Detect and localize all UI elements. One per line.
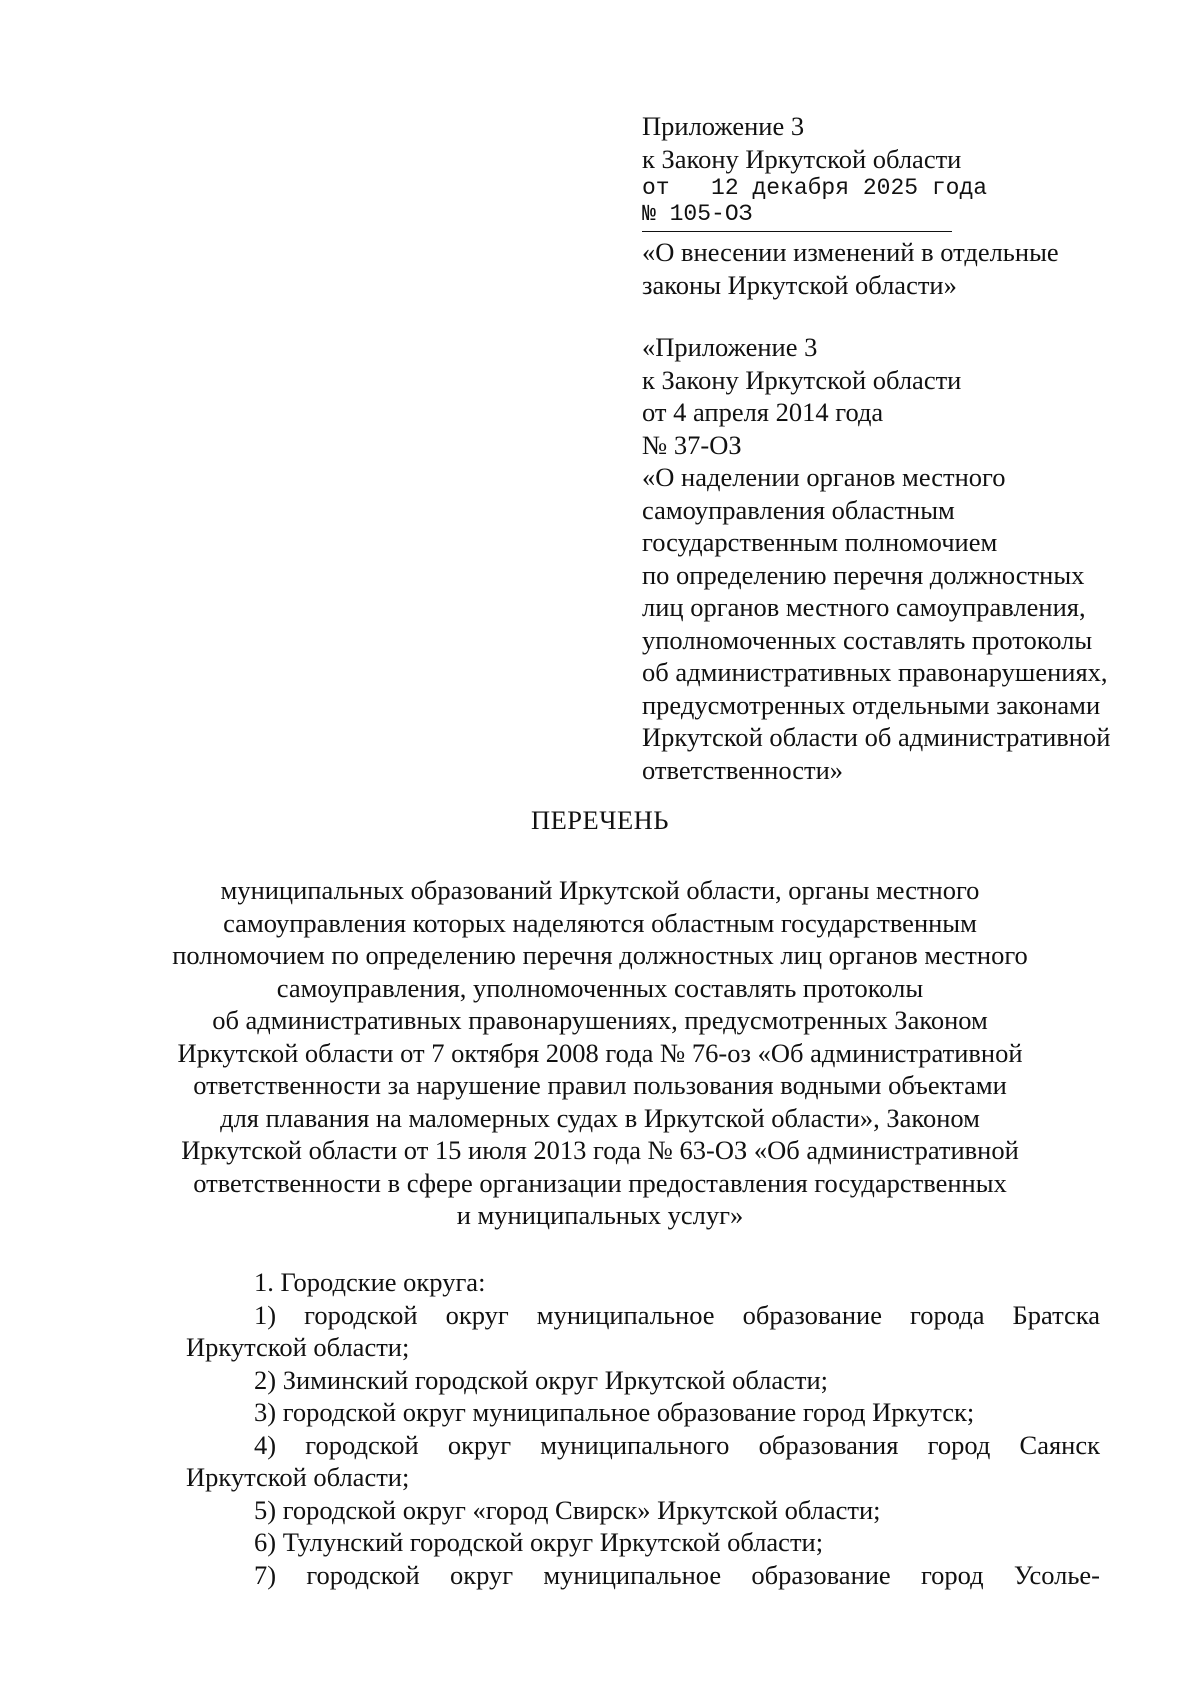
quote-line: Иркутской области об административной bbox=[642, 722, 1111, 752]
header-line: «О внесении изменений в отдельные bbox=[642, 237, 1059, 267]
subtitle-line: ответственности в сфере организации предоставления государственных bbox=[193, 1167, 1007, 1198]
list-item: 1) городской округ муниципальное образование города Братска bbox=[254, 1299, 1100, 1330]
appendix-header bbox=[642, 110, 1162, 786]
subtitle-line: ответственности за нарушение правил пользования водными объектами bbox=[193, 1070, 1007, 1100]
quote-line: от 4 апреля 2014 года bbox=[642, 397, 884, 427]
quote-line: лиц органов местного самоуправления, bbox=[642, 592, 1086, 622]
document-title: ПЕРЕЧЕНЬ bbox=[530, 805, 669, 835]
subtitle-line: самоуправления, уполномоченных составлять протоколы bbox=[276, 972, 924, 1003]
list-item-continuation: Иркутской области; bbox=[186, 1462, 410, 1492]
law-number: № 105-ОЗ bbox=[642, 201, 753, 227]
quote-line: самоуправления областным bbox=[642, 494, 955, 525]
quote-line: к Закону Иркутской области bbox=[642, 364, 962, 395]
quote-line: по определению перечня должностных bbox=[642, 559, 1085, 590]
list-item: 2) Зиминский городской округ Иркутской области; bbox=[254, 1364, 829, 1395]
list-item: 4) городской округ муниципального образования город Саянск bbox=[254, 1429, 1100, 1460]
subtitle-line: и муниципальных услуг» bbox=[456, 1200, 744, 1230]
list-section-heading: 1. Городские округа: bbox=[254, 1267, 486, 1297]
quote-line: ответственности» bbox=[642, 754, 844, 785]
header-rule bbox=[642, 231, 952, 232]
quote-line: об административных правонарушениях, bbox=[642, 657, 1108, 687]
quote-line: № 37-ОЗ bbox=[642, 429, 742, 460]
subtitle-line: полномочием по определению перечня должностных лиц органов местного bbox=[172, 940, 1028, 970]
header-line: Приложение 3 bbox=[642, 111, 805, 141]
subtitle-line: самоуправления которых наделяются областным государственным bbox=[223, 907, 977, 938]
quote-line: уполномоченных составлять протоколы bbox=[642, 624, 1093, 655]
header-line: к Закону Иркутской области bbox=[642, 143, 962, 174]
quote-line: «Приложение 3 bbox=[642, 332, 818, 362]
law-date: от 12 декабря 2025 года bbox=[642, 175, 988, 201]
list-item: 6) Тулунский городской округ Иркутской области; bbox=[254, 1527, 824, 1557]
list-item: 7) городской округ муниципальное образование город Усолье- bbox=[254, 1559, 1100, 1590]
document-subtitle bbox=[150, 874, 1050, 1232]
header-line: законы Иркутской области» bbox=[642, 269, 957, 300]
subtitle-line: муниципальных образований Иркутской области, органы местного bbox=[220, 875, 980, 905]
quote-line: предусмотренных отдельными законами bbox=[642, 689, 1101, 720]
subtitle-line: Иркутской области от 15 июля 2013 года № 63-ОЗ «Об административной bbox=[181, 1135, 1019, 1165]
list-item: 3) городской округ муниципальное образование город Иркутск; bbox=[254, 1397, 975, 1427]
list-item: 5) городской округ «город Свирск» Иркутской области; bbox=[254, 1494, 881, 1525]
subtitle-line: Иркутской области от 7 октября 2008 года № 76-оз «Об административной bbox=[177, 1037, 1023, 1068]
quote-line: «О наделении органов местного bbox=[642, 462, 1006, 492]
municipal-list bbox=[186, 1266, 1100, 1591]
list-item-continuation: Иркутской области; bbox=[186, 1332, 410, 1362]
subtitle-line: об административных правонарушениях, предусмотренных Законом bbox=[212, 1005, 988, 1035]
quote-line: государственным полномочием bbox=[642, 527, 998, 557]
subtitle-line: для плавания на маломерных судах в Иркутской области», Законом bbox=[220, 1102, 980, 1133]
